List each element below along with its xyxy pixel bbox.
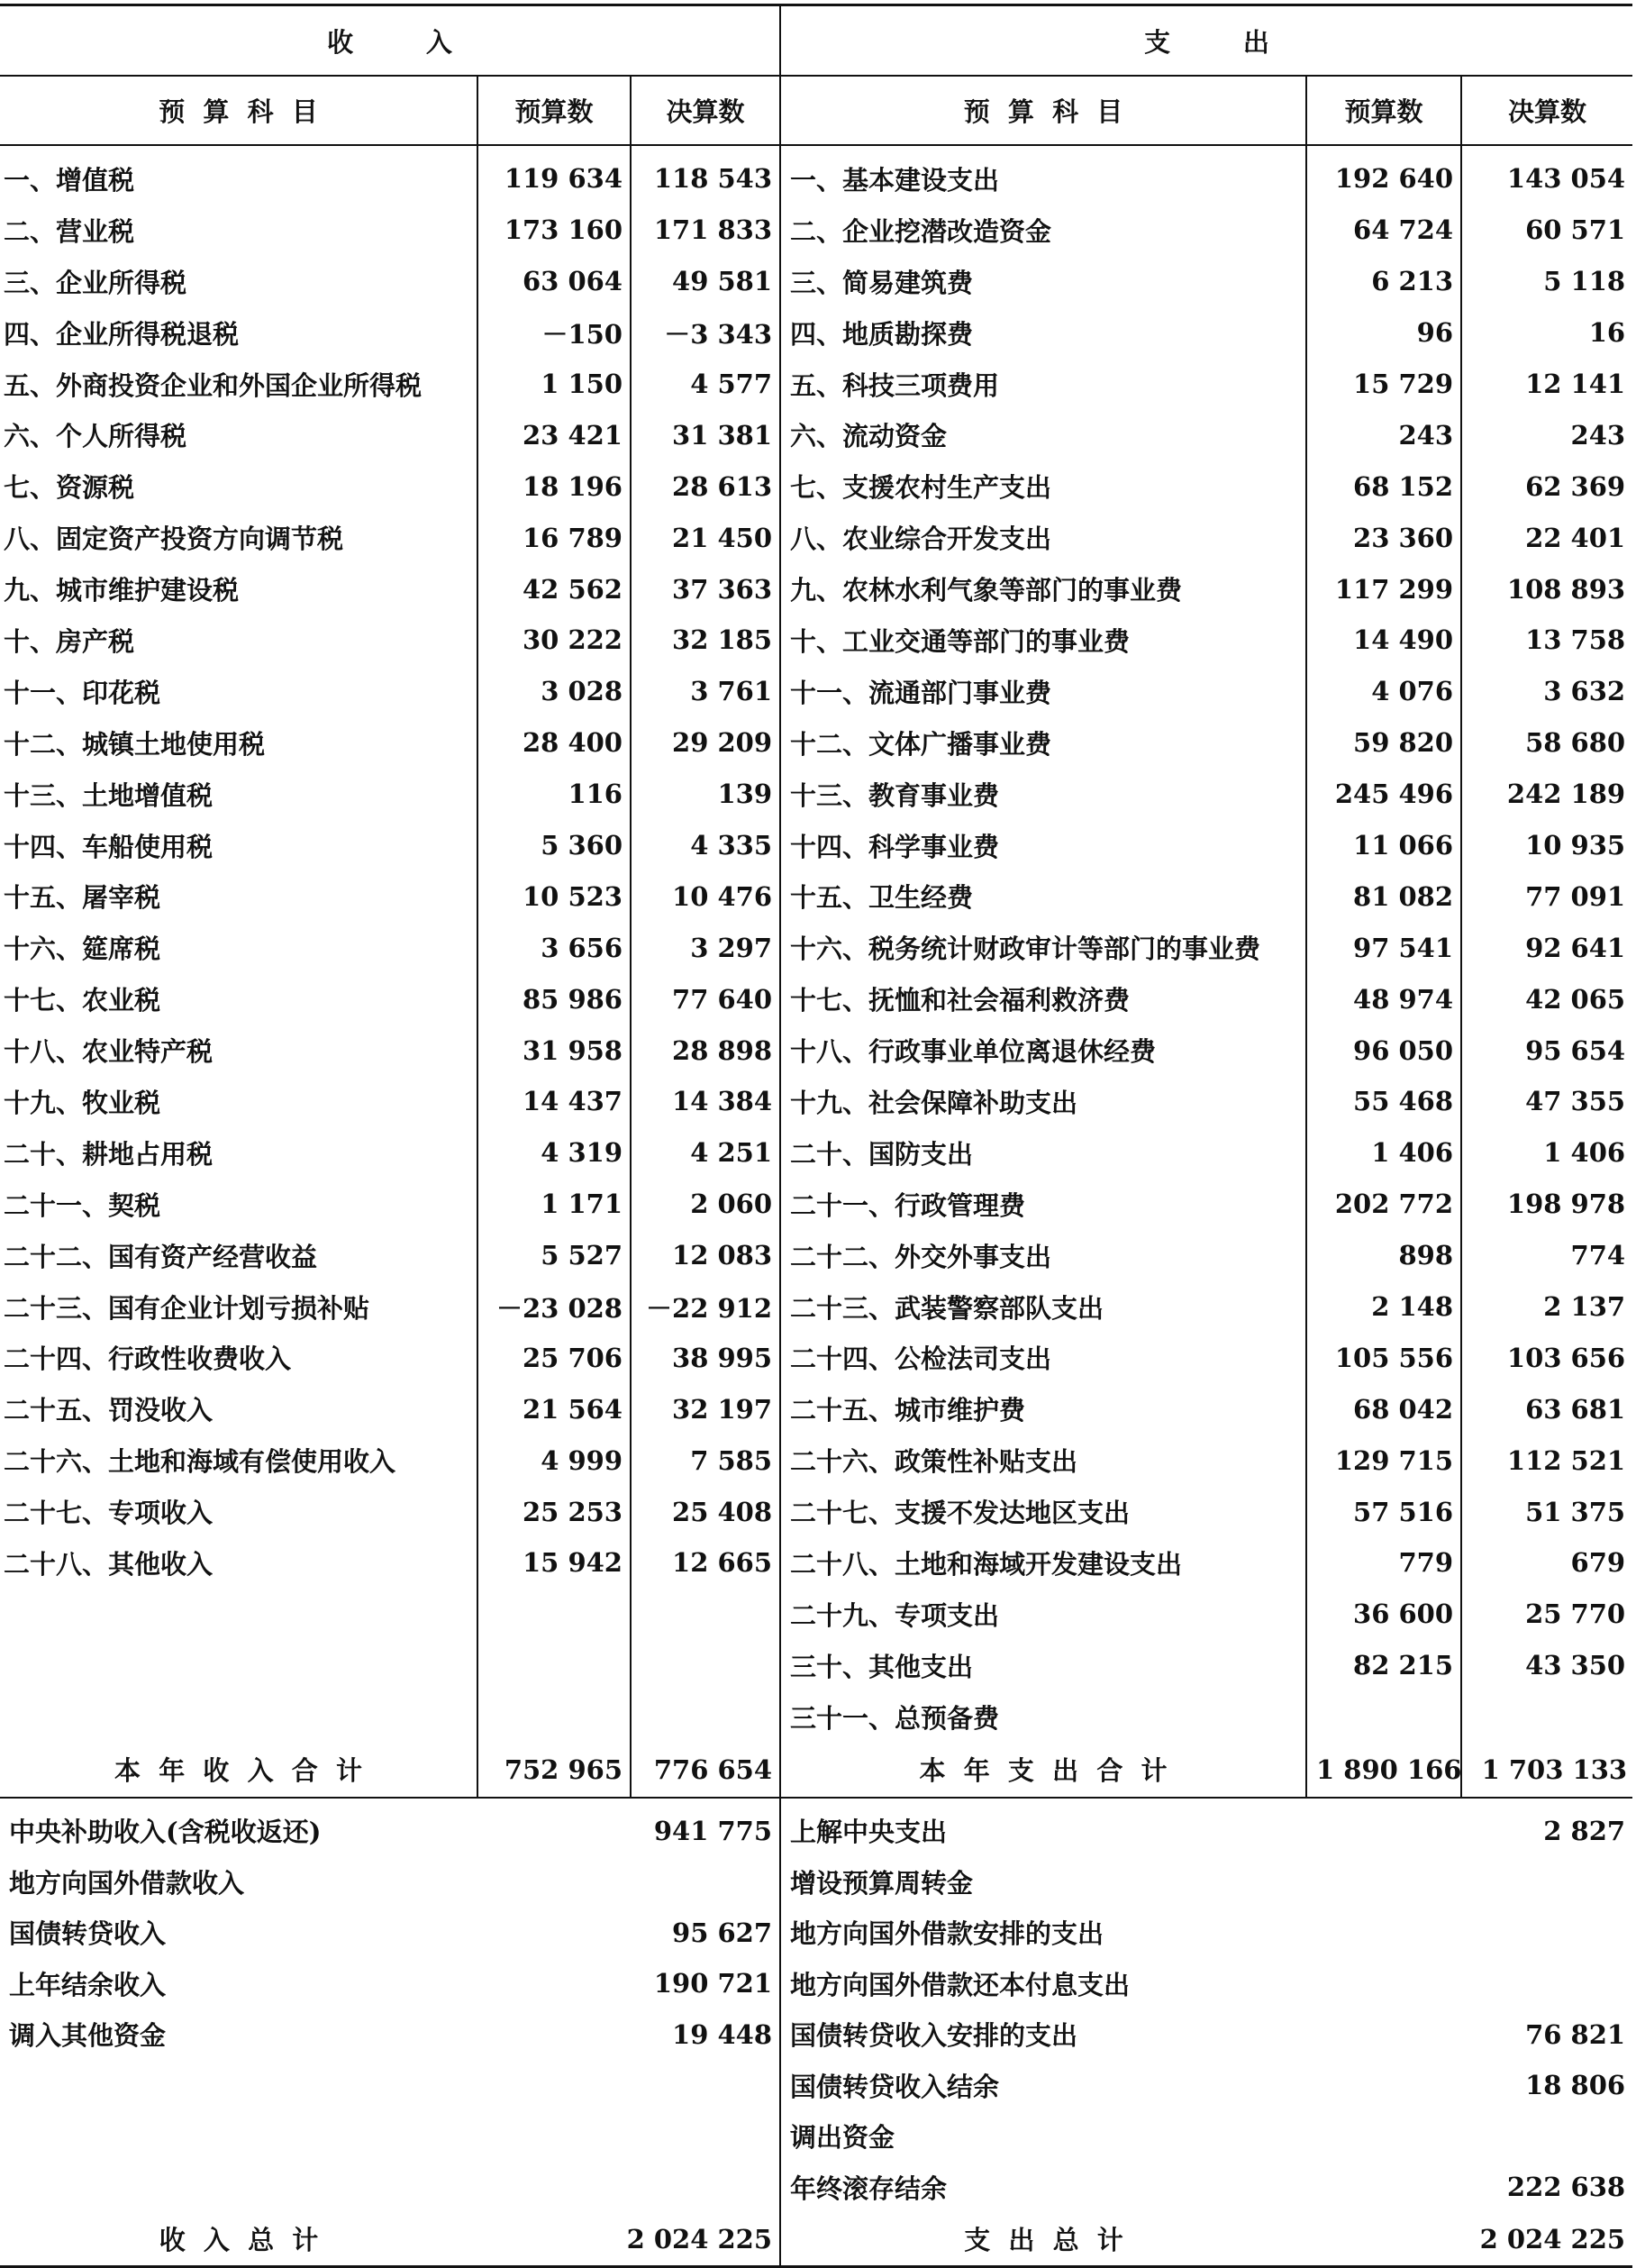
exp-item-budget: 117 299: [1306, 563, 1461, 615]
income-item-budget: 16 789: [477, 512, 631, 563]
transfer-income-name: [0, 2111, 477, 2163]
transfer-exp-value: 2 827: [1543, 1815, 1626, 1846]
income-item-budget: 30 222: [477, 615, 631, 666]
income-item-budget: 173 160: [477, 205, 631, 256]
income-item-final: 12 665: [631, 1537, 780, 1589]
transfer-exp-name: 地方向国外借款安排的支出: [780, 1908, 1306, 1959]
income-item-final: 32 197: [631, 1383, 780, 1435]
income-item-budget: 15 942: [477, 1537, 631, 1589]
income-item-budget: [477, 1589, 631, 1640]
transfer-exp-value: [1306, 1908, 1632, 1959]
exp-item-name: 十、工业交通等部门的事业费: [780, 615, 1306, 666]
income-item-budget: 4 319: [477, 1127, 631, 1179]
income-item-final: －3 343: [631, 307, 780, 359]
exp-item-budget: 48 974: [1306, 973, 1461, 1025]
budget-final-accounts-table: [0, 4, 1632, 2268]
exp-item-name: 二十八、土地和海域开发建设支出: [780, 1537, 1306, 1589]
exp-item-final: 679: [1461, 1537, 1632, 1589]
table-row: [0, 1691, 1632, 1743]
exp-item-budget: 81 082: [1306, 870, 1461, 922]
income-item-budget: －23 028: [477, 1281, 631, 1333]
subtotal-row: [0, 1743, 1632, 1798]
income-item-final: 7 585: [631, 1435, 780, 1486]
transfer-income-value: [477, 2111, 780, 2163]
exp-subtotal-final: 1 703 133: [1461, 1743, 1632, 1798]
income-item-name: 二十七、专项收入: [4, 1498, 214, 1529]
header-row-sections: [0, 5, 1632, 77]
income-item-final: 12 083: [631, 1230, 780, 1281]
income-subject-header: 预 算 科 目: [0, 76, 477, 145]
exp-item-budget: 55 468: [1306, 1076, 1461, 1127]
transfer-exp-value: 222 638: [1506, 2172, 1626, 2203]
income-item-budget: 23 421: [477, 409, 631, 460]
income-item-name: 十七、农业税: [4, 985, 161, 1016]
exp-item-budget: 57 516: [1306, 1486, 1461, 1537]
income-item-final: 25 408: [631, 1486, 780, 1537]
table-row: [0, 1537, 1632, 1589]
exp-item-budget: 68 152: [1306, 460, 1461, 512]
exp-item-budget: 23 360: [1306, 512, 1461, 563]
exp-budget-header: 预算数: [1306, 76, 1461, 145]
exp-item-budget: 129 715: [1306, 1435, 1461, 1486]
table-row: [0, 205, 1632, 256]
exp-item-final: 62 369: [1461, 460, 1632, 512]
exp-item-name: 二十一、行政管理费: [780, 1179, 1306, 1230]
exp-item-budget: 243: [1306, 409, 1461, 460]
exp-item-budget: 779: [1306, 1537, 1461, 1589]
income-item-final: 2 060: [631, 1179, 780, 1230]
income-item-budget: [477, 1640, 631, 1691]
income-item-name: 二十八、其他收入: [4, 1548, 214, 1580]
income-final-header: 决算数: [631, 76, 780, 145]
income-item-budget: 21 564: [477, 1383, 631, 1435]
income-item-budget: 10 523: [477, 870, 631, 922]
income-item-name: [0, 1640, 477, 1691]
income-item-final: 139: [631, 769, 780, 820]
transfer-exp-value: [1306, 1856, 1632, 1908]
income-item-final: 171 833: [631, 205, 780, 256]
transfer-income-name: 上年结余收入: [9, 1969, 167, 2000]
table-row: [0, 1589, 1632, 1640]
income-item-name: 八、固定资产投资方向调节税: [4, 524, 344, 555]
exp-item-name: 三十、其他支出: [780, 1640, 1306, 1691]
transfer-exp-name: 国债转贷收入安排的支出: [780, 2009, 1306, 2061]
income-item-budget: 3 656: [477, 922, 631, 973]
income-item-name: 二十二、国有资产经营收益: [4, 1241, 318, 1272]
exp-item-name: 二十五、城市维护费: [780, 1383, 1306, 1435]
income-item-final: 32 185: [631, 615, 780, 666]
income-item-budget: 25 253: [477, 1486, 631, 1537]
income-item-budget: 119 634: [477, 145, 631, 205]
exp-item-name: 十一、流通部门事业费: [780, 666, 1306, 717]
exp-item-name: 三十一、总预备费: [780, 1691, 1306, 1743]
income-item-name: 五、外商投资企业和外国企业所得税: [4, 369, 423, 401]
exp-final-header: 决算数: [1461, 76, 1632, 145]
transfer-exp-value: [1306, 2111, 1632, 2163]
table-row: [0, 1383, 1632, 1435]
income-item-final: 3 297: [631, 922, 780, 973]
income-item-final: 4 577: [631, 359, 780, 410]
table-row: [0, 2060, 1632, 2111]
exp-item-final: 51 375: [1461, 1486, 1632, 1537]
transfer-exp-name: 年终滚存结余: [780, 2162, 1306, 2213]
transfer-income-name: 中央补助收入(含税收返还): [9, 1817, 322, 1848]
income-item-final: －22 912: [631, 1281, 780, 1333]
income-item-budget: 85 986: [477, 973, 631, 1025]
income-item-name: [0, 1691, 477, 1743]
table-row: [0, 615, 1632, 666]
table-row: [0, 769, 1632, 820]
exp-item-final: 42 065: [1461, 973, 1632, 1025]
exp-item-name: 二十三、武装警察部队支出: [780, 1281, 1306, 1333]
income-item-budget: 63 064: [477, 256, 631, 307]
income-item-name: 二、营业税: [4, 215, 135, 247]
transfer-income-name: 地方向国外借款收入: [9, 1867, 245, 1899]
income-item-final: 118 543: [631, 145, 780, 205]
table-row: [0, 256, 1632, 307]
exp-item-budget: 14 490: [1306, 615, 1461, 666]
income-subtotal-final: 776 654: [631, 1743, 780, 1798]
exp-item-name: 十三、教育事业费: [780, 769, 1306, 820]
income-item-budget: 14 437: [477, 1076, 631, 1127]
exp-item-budget: 6 213: [1306, 256, 1461, 307]
transfer-income-name: [0, 2162, 477, 2213]
exp-item-budget: 11 066: [1306, 820, 1461, 871]
income-item-name: 十一、印花税: [4, 677, 161, 708]
header-row-columns: [0, 76, 1632, 145]
exp-item-budget: 898: [1306, 1230, 1461, 1281]
income-item-budget: 5 527: [477, 1230, 631, 1281]
exp-item-name: 二十、国防支出: [780, 1127, 1306, 1179]
income-item-final: 14 384: [631, 1076, 780, 1127]
income-item-budget: －150: [477, 307, 631, 359]
exp-item-name: 二十九、专项支出: [780, 1589, 1306, 1640]
income-item-final: 29 209: [631, 717, 780, 769]
exp-item-name: 十二、文体广播事业费: [780, 717, 1306, 769]
exp-grand-total-value: 2 024 225: [1479, 2223, 1626, 2254]
table-row: [0, 666, 1632, 717]
exp-item-budget: 245 496: [1306, 769, 1461, 820]
income-item-budget: 4 999: [477, 1435, 631, 1486]
exp-item-final: 25 770: [1461, 1589, 1632, 1640]
exp-item-name: 八、农业综合开发支出: [780, 512, 1306, 563]
transfer-income-value: [477, 2162, 780, 2213]
exp-item-final: 243: [1461, 409, 1632, 460]
exp-item-final: 95 654: [1461, 1025, 1632, 1076]
income-item-name: 十九、牧业税: [4, 1087, 161, 1118]
income-item-final: [631, 1640, 780, 1691]
income-subtotal-budget: 752 965: [477, 1743, 631, 1798]
exp-item-budget: 192 640: [1306, 145, 1461, 205]
exp-subject-header: 预 算 科 目: [780, 76, 1306, 145]
exp-item-name: 二十六、政策性补贴支出: [780, 1435, 1306, 1486]
table-row: [0, 1856, 1632, 1908]
exp-item-final: 47 355: [1461, 1076, 1632, 1127]
exp-item-final: 112 521: [1461, 1435, 1632, 1486]
transfer-income-value: 95 627: [672, 1917, 773, 1948]
income-grand-total-label: 收 入 总 计: [159, 2225, 319, 2256]
table-row: [0, 2162, 1632, 2213]
exp-item-budget: 2 148: [1306, 1281, 1461, 1333]
table-row: [0, 409, 1632, 460]
transfer-income-value: 190 721: [653, 1968, 773, 1999]
exp-item-budget: 15 729: [1306, 359, 1461, 410]
income-item-name: 七、资源税: [4, 472, 135, 504]
exp-item-name: 二、企业挖潜改造资金: [780, 205, 1306, 256]
exp-item-budget: 36 600: [1306, 1589, 1461, 1640]
income-item-final: [631, 1589, 780, 1640]
income-item-name: 二十五、罚没收入: [4, 1395, 214, 1426]
table-row: [0, 1281, 1632, 1333]
expenditure-section-header: 支 出: [780, 5, 1632, 77]
income-item-final: [631, 1691, 780, 1743]
income-item-name: 十四、车船使用税: [4, 831, 214, 862]
table-row: [0, 870, 1632, 922]
exp-item-budget: 96 050: [1306, 1025, 1461, 1076]
exp-item-name: 一、基本建设支出: [780, 145, 1306, 205]
exp-subtotal-budget: 1 890 166: [1306, 1743, 1461, 1798]
exp-item-final: 60 571: [1461, 205, 1632, 256]
income-subtotal-label: 本 年 收 入 合 计: [0, 1743, 477, 1798]
income-item-name: 九、城市维护建设税: [4, 575, 240, 606]
income-section-header: 收 入: [0, 5, 780, 77]
income-item-name: 二十三、国有企业计划亏损补贴: [4, 1292, 370, 1324]
exp-item-name: 十八、行政事业单位离退休经费: [780, 1025, 1306, 1076]
transfer-income-value: [477, 1856, 780, 1908]
income-item-final: 4 335: [631, 820, 780, 871]
table-row: [0, 1025, 1632, 1076]
transfer-exp-name: 地方向国外借款还本付息支出: [780, 1958, 1306, 2009]
exp-item-final: 92 641: [1461, 922, 1632, 973]
income-item-budget: 1 150: [477, 359, 631, 410]
table-row: [0, 460, 1632, 512]
income-item-budget: 25 706: [477, 1332, 631, 1383]
income-item-budget: 1 171: [477, 1179, 631, 1230]
income-grand-total-value: 2 024 225: [626, 2223, 773, 2254]
table-row: [0, 1230, 1632, 1281]
exp-item-budget: 97 541: [1306, 922, 1461, 973]
income-item-name: 三、企业所得税: [4, 267, 187, 298]
exp-item-final: 22 401: [1461, 512, 1632, 563]
exp-item-final: 108 893: [1461, 563, 1632, 615]
income-item-final: 77 640: [631, 973, 780, 1025]
table-row: [0, 145, 1632, 205]
exp-item-name: 十四、科学事业费: [780, 820, 1306, 871]
income-item-final: 4 251: [631, 1127, 780, 1179]
income-item-budget: [477, 1691, 631, 1743]
income-item-name: 二十四、行政性收费收入: [4, 1343, 292, 1375]
table-row: [0, 1958, 1632, 2009]
income-item-name: [0, 1589, 477, 1640]
exp-item-final: 103 656: [1461, 1332, 1632, 1383]
transfer-income-name: [0, 2060, 477, 2111]
exp-grand-total-label: 支 出 总 计: [780, 2213, 1306, 2267]
table-row: [0, 717, 1632, 769]
exp-item-name: 二十四、公检法司支出: [780, 1332, 1306, 1383]
table-row: [0, 307, 1632, 359]
income-item-name: 二十、耕地占用税: [4, 1138, 214, 1170]
exp-item-final: 3 632: [1461, 666, 1632, 717]
exp-item-final: 43 350: [1461, 1640, 1632, 1691]
income-item-budget: 28 400: [477, 717, 631, 769]
income-item-final: 38 995: [631, 1332, 780, 1383]
exp-item-budget: 68 042: [1306, 1383, 1461, 1435]
exp-item-name: 十七、抚恤和社会福利救济费: [780, 973, 1306, 1025]
income-item-name: 十三、土地增值税: [4, 779, 214, 811]
exp-item-name: 十六、税务统计财政审计等部门的事业费: [780, 922, 1306, 973]
exp-item-budget: 64 724: [1306, 205, 1461, 256]
table-row: [0, 1435, 1632, 1486]
transfer-exp-value: [1306, 1958, 1632, 2009]
exp-item-budget: 59 820: [1306, 717, 1461, 769]
income-item-budget: 31 958: [477, 1025, 631, 1076]
income-item-final: 28 898: [631, 1025, 780, 1076]
exp-item-final: 1 406: [1461, 1127, 1632, 1179]
exp-item-name: 五、科技三项费用: [780, 359, 1306, 410]
grand-total-row: [0, 2213, 1632, 2267]
income-item-name: 六、个人所得税: [4, 421, 187, 452]
income-item-name: 二十六、土地和海域有偿使用收入: [4, 1446, 396, 1478]
income-item-budget: 116: [477, 769, 631, 820]
transfer-income-value: [477, 2060, 780, 2111]
income-item-name: 十八、农业特产税: [4, 1036, 214, 1068]
exp-subtotal-label: 本 年 支 出 合 计: [780, 1743, 1306, 1798]
exp-item-budget: 4 076: [1306, 666, 1461, 717]
income-item-budget: 18 196: [477, 460, 631, 512]
table-row: [0, 973, 1632, 1025]
exp-item-budget: 202 772: [1306, 1179, 1461, 1230]
table-row: [0, 1486, 1632, 1537]
income-item-final: 31 381: [631, 409, 780, 460]
exp-item-name: 三、简易建筑费: [780, 256, 1306, 307]
exp-item-budget: 1 406: [1306, 1127, 1461, 1179]
exp-item-final: 5 118: [1461, 256, 1632, 307]
table-row: [0, 359, 1632, 410]
exp-item-budget: 105 556: [1306, 1332, 1461, 1383]
table-row: [0, 1640, 1632, 1691]
exp-item-budget: 82 215: [1306, 1640, 1461, 1691]
exp-item-final: 58 680: [1461, 717, 1632, 769]
income-item-name: 十六、筵席税: [4, 934, 161, 965]
income-item-budget: 5 360: [477, 820, 631, 871]
table-row: [0, 1179, 1632, 1230]
income-item-name: 十、房产税: [4, 625, 135, 657]
transfer-exp-name: 上解中央支出: [780, 1798, 1306, 1857]
exp-item-final: 10 935: [1461, 820, 1632, 871]
table-row: [0, 1798, 1632, 1857]
exp-item-name: 六、流动资金: [780, 409, 1306, 460]
exp-item-name: 四、地质勘探费: [780, 307, 1306, 359]
income-item-name: 二十一、契税: [4, 1189, 161, 1221]
exp-item-final: 143 054: [1461, 145, 1632, 205]
income-item-final: 28 613: [631, 460, 780, 512]
transfer-income-name: 国债转贷收入: [9, 1918, 167, 1950]
exp-item-final: 242 189: [1461, 769, 1632, 820]
income-item-budget: 42 562: [477, 563, 631, 615]
transfer-exp-name: 国债转贷收入结余: [780, 2060, 1306, 2111]
exp-item-final: 16: [1461, 307, 1632, 359]
exp-item-final: 13 758: [1461, 615, 1632, 666]
exp-item-final: 774: [1461, 1230, 1632, 1281]
income-item-final: 37 363: [631, 563, 780, 615]
income-item-final: 49 581: [631, 256, 780, 307]
transfer-income-value: 19 448: [672, 2018, 773, 2050]
table-row: [0, 1332, 1632, 1383]
income-item-final: 21 450: [631, 512, 780, 563]
transfer-exp-name: 调出资金: [780, 2111, 1306, 2163]
exp-item-final: 2 137: [1461, 1281, 1632, 1333]
table-row: [0, 922, 1632, 973]
exp-item-budget: [1306, 1691, 1461, 1743]
income-budget-header: 预算数: [477, 76, 631, 145]
transfer-income-value: 941 775: [653, 1815, 773, 1846]
exp-item-name: 二十七、支援不发达地区支出: [780, 1486, 1306, 1537]
income-item-final: 3 761: [631, 666, 780, 717]
exp-item-budget: 96: [1306, 307, 1461, 359]
transfer-exp-name: 增设预算周转金: [780, 1856, 1306, 1908]
exp-item-final: 198 978: [1461, 1179, 1632, 1230]
exp-item-final: 77 091: [1461, 870, 1632, 922]
table-row: [0, 1076, 1632, 1127]
income-item-name: 十二、城镇土地使用税: [4, 728, 266, 760]
table-row: [0, 1127, 1632, 1179]
table-row: [0, 512, 1632, 563]
income-item-name: 一、增值税: [4, 164, 135, 196]
income-item-name: 四、企业所得税退税: [4, 318, 240, 350]
exp-item-name: 九、农林水利气象等部门的事业费: [780, 563, 1306, 615]
income-item-budget: 3 028: [477, 666, 631, 717]
exp-item-final: 63 681: [1461, 1383, 1632, 1435]
transfer-income-name: 调入其他资金: [9, 2020, 167, 2052]
exp-item-final: 12 141: [1461, 359, 1632, 410]
table-row: [0, 2009, 1632, 2061]
table-row: [0, 2111, 1632, 2163]
exp-item-name: 十五、卫生经费: [780, 870, 1306, 922]
transfer-exp-value: 76 821: [1525, 2018, 1626, 2050]
transfer-exp-value: 18 806: [1525, 2070, 1626, 2101]
table-row: [0, 563, 1632, 615]
income-item-name: 十五、屠宰税: [4, 882, 161, 914]
income-item-final: 10 476: [631, 870, 780, 922]
table-row: [0, 1908, 1632, 1959]
exp-item-name: 二十二、外交外事支出: [780, 1230, 1306, 1281]
table-row: [0, 820, 1632, 871]
exp-item-name: 十九、社会保障补助支出: [780, 1076, 1306, 1127]
exp-item-name: 七、支援农村生产支出: [780, 460, 1306, 512]
exp-item-final: [1461, 1691, 1632, 1743]
